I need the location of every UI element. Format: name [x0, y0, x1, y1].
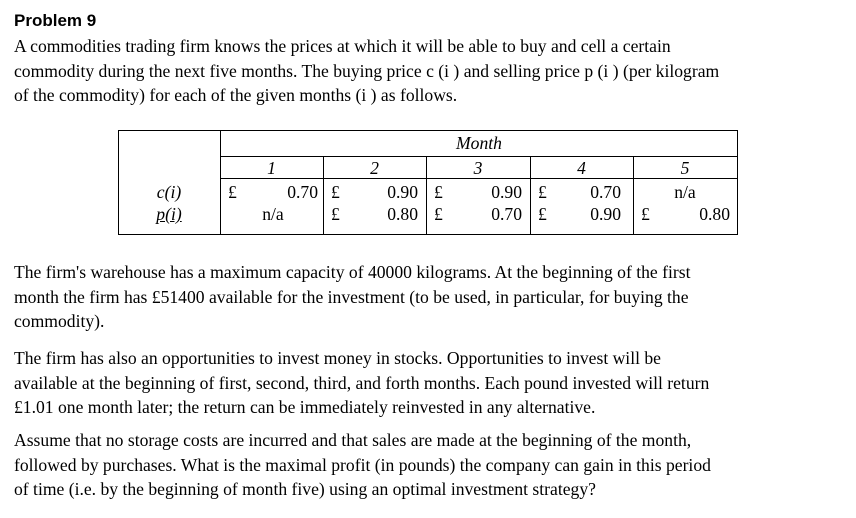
buy-5-value: n/a: [674, 182, 696, 202]
warehouse-line-1: The firm's warehouse has a maximum capacity of 40000 kilograms. At the beginning of the first: [14, 262, 691, 282]
month-1-header: 1: [267, 158, 276, 178]
stocks-paragraph: [14, 346, 844, 420]
sell-4-value: 0.90: [590, 204, 621, 224]
question-line-1: Assume that no storage costs are incurred and that sales are made at the beginning of the month,: [14, 430, 692, 450]
month-2-header: 2: [370, 158, 379, 178]
table-rule-months: [220, 178, 738, 179]
sell-5-value: 0.80: [699, 204, 730, 224]
table-border-bottom: [118, 234, 738, 235]
stocks-line-2: available at the beginning of first, second, third, and forth months. Each pound invested will return: [14, 372, 710, 393]
table-rule-month: [220, 156, 738, 157]
question-paragraph: [14, 428, 844, 502]
sell-3-value: 0.70: [491, 204, 522, 224]
month-4-header: 4: [577, 158, 586, 178]
buy-3-value: 0.90: [491, 182, 522, 202]
table-header-month: Month: [456, 133, 502, 153]
problem-title: Problem 9: [14, 11, 97, 30]
question-line-3: of time (i.e. by the beginning of month five) using an optimal investment strategy?: [14, 479, 596, 499]
buy-4-currency: £: [538, 182, 547, 202]
buy-2-currency: £: [331, 182, 340, 202]
row-label-sell: p(i): [156, 204, 182, 224]
question-line-2: followed by purchases. What is the maximal profit (in pounds) the company can gain in this period: [14, 454, 711, 475]
buy-2-value: 0.90: [387, 182, 418, 202]
sell-2-value: 0.80: [387, 204, 418, 224]
month-5-header: 5: [680, 158, 690, 178]
sell-1-value: n/a: [262, 204, 284, 224]
intro-line-2: commodity during the next five months. The buying price c (i ) and selling price p (i ) (per kilogram: [14, 60, 720, 81]
intro-line-1: A commodities trading firm knows the prices at which it will be able to buy and cell a certain: [14, 36, 671, 56]
price-table: [118, 130, 738, 234]
intro-line-3: of the commodity) for each of the given months (i ) as follows.: [14, 85, 458, 105]
buy-3-currency: £: [434, 182, 443, 202]
sell-4-currency: £: [538, 204, 547, 224]
warehouse-line-3: commodity).: [14, 311, 105, 331]
buy-4-value: 0.70: [590, 182, 621, 202]
table-border-top: [118, 130, 738, 131]
intro-paragraph: [14, 34, 844, 108]
sell-3-currency: £: [434, 204, 443, 224]
month-3-header: 3: [473, 158, 483, 178]
warehouse-line-2: month the firm has £51400 available for the investment (to be used, in particular, for buying the: [14, 286, 689, 307]
sell-2-currency: £: [331, 204, 340, 224]
warehouse-paragraph: [14, 260, 844, 334]
row-label-buy: c(i): [156, 182, 182, 202]
buy-1-value: 0.70: [287, 182, 318, 202]
buy-1-currency: £: [228, 182, 237, 202]
stocks-line-1: The firm has also an opportunities to invest money in stocks. Opportunities to invest will be: [14, 348, 661, 368]
stocks-line-3: £1.01 one month later; the return can be immediately reinvested in any alternative.: [14, 397, 596, 417]
sell-5-currency: £: [641, 204, 650, 224]
